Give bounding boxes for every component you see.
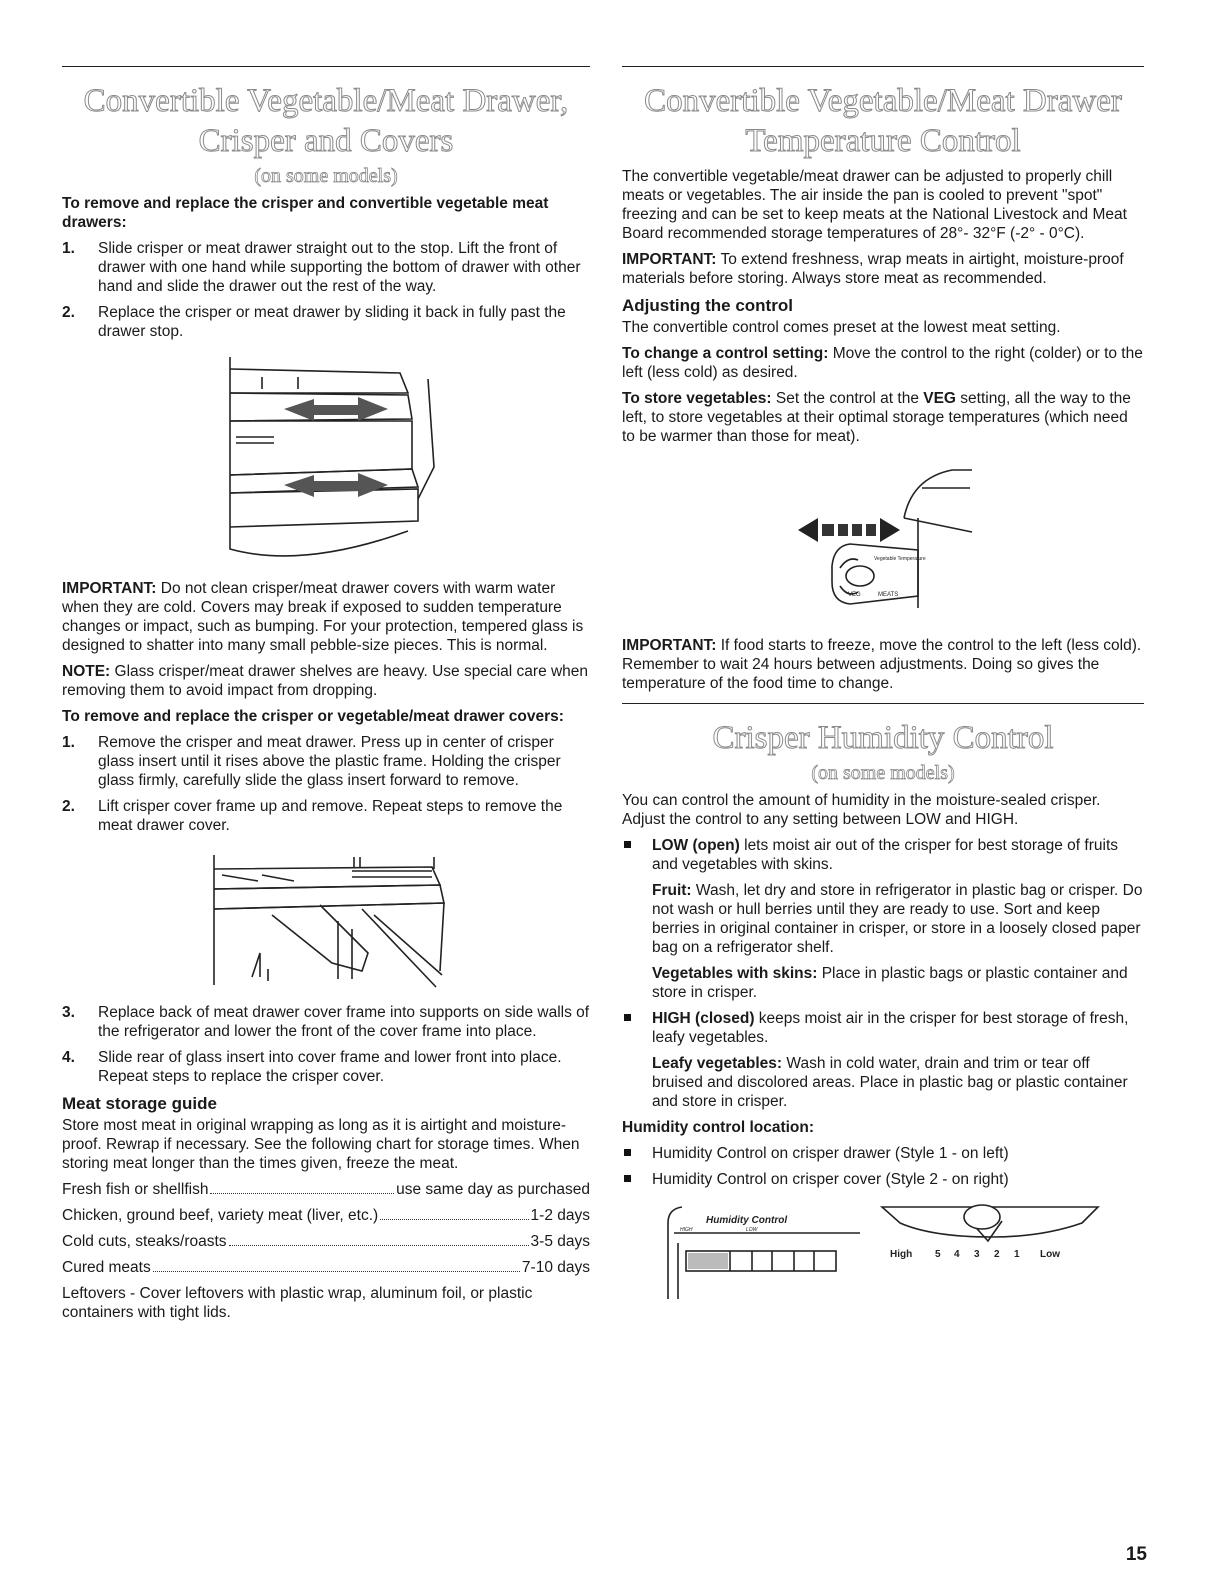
bullet-item: Humidity Control on crisper cover (Style 2 - on right) — [622, 1170, 1144, 1189]
adjusting-text: The convertible control comes preset at the lowest meat setting. — [622, 319, 1061, 336]
section-title: Convertible Vegetable/Meat Drawer Temperature Control — [644, 83, 1122, 159]
meat-storage-heading: Meat storage guide — [62, 1094, 217, 1113]
important-note-2: IMPORTANT: If food starts to freeze, move the control to the left (less cold). Remember to wait 24 hours between adjustments. Doing so gives the temperature of the food time to change. — [622, 637, 1142, 692]
glass-note: NOTE: Glass crisper/meat drawer shelves are heavy. Use special care when removing them to avoid impact from dropping. — [62, 663, 589, 699]
leafy-text: Leafy vegetables: Wash in cold water, drain and trim or tear off bruised and discolored areas. Place in plastic bag or plastic container and store in crisper. — [652, 1055, 1128, 1110]
control-top-label: Vegetable Temperature — [874, 556, 926, 562]
leftovers-text: Leftovers - Cover leftovers with plastic wrap, aluminum foil, or plastic containers with tight lids. — [62, 1285, 533, 1321]
remove-covers-heading: To remove and replace the crisper or vegetable/meat drawer covers: — [62, 708, 564, 725]
scale-label: Low — [1040, 1249, 1060, 1260]
cover-removal-illustration — [62, 845, 590, 993]
important-note: IMPORTANT: Do not clean crisper/meat drawer covers with warm water when they are cold. Covers may break if exposed to sudden temperature changes or impact, such as bumping. For your protection, tempered glass is designed to shatter into many small pebble-size pieces. This is normal. — [62, 580, 584, 654]
meat-storage-text: Store most meat in original wrapping as long as it is airtight and moisture-proof. Rewrap if necessary. See the following chart for storage times. When storing meat longer than the times given, freeze the meat. — [62, 1117, 580, 1172]
humidity-figure-low: LOW — [746, 1227, 758, 1233]
step-item: 1. Remove the crisper and meat drawer. Press up in center of crisper glass insert until it rises above the plastic frame. Holding the crisper glass firmly, carefully slide the glass insert forward to remove. — [62, 734, 561, 789]
bullet-item: Humidity Control on crisper drawer (Style 1 - on left) — [622, 1144, 1144, 1163]
storage-table — [62, 1180, 590, 1277]
left-column — [62, 66, 590, 1329]
humidity-figure-title: Humidity Control — [706, 1215, 788, 1226]
scale-label: 2 — [994, 1249, 1000, 1260]
drawer-illustration — [62, 349, 590, 571]
right-column — [622, 66, 1144, 1303]
control-meats-label: MEATS — [878, 592, 899, 598]
steps-list-1 — [62, 239, 590, 341]
bullet-item: LOW (open) lets moist air out of the crisper for best storage of fruits and vegetables with skins. — [622, 836, 1144, 874]
section-rule — [62, 66, 590, 67]
page-number: 15 — [1125, 1544, 1147, 1565]
step-item: 1. Slide crisper or meat drawer straight out to the stop. Lift the front of drawer with one hand while supporting the bottom of drawer with other hand and slide the drawer out the rest of the way. — [62, 240, 581, 295]
adjusting-heading: Adjusting the control — [622, 296, 793, 315]
step-item: 4. Slide rear of glass insert into cover frame and lower front into place. Repeat steps to replace the crisper cover. — [62, 1049, 562, 1085]
humidity-subtitle: (on some models) — [811, 762, 955, 784]
step-item: 2. Lift crisper cover frame up and remove. Repeat steps to remove the meat drawer cover. — [62, 798, 563, 834]
temperature-intro: The convertible vegetable/meat drawer can be adjusted to properly chill meats or vegetables. The air inside the pan is cooled to prevent "spot" freezing and can be set to keep meats at the National Livestock and Meat Board recommended storage temperatures of 28°- 32°F (-2° - 0°C). — [622, 168, 1127, 242]
humidity-location-heading: Humidity control location: — [622, 1119, 815, 1136]
humidity-control-illustration — [622, 1203, 1144, 1303]
arrow-left-icon — [798, 518, 818, 542]
arrow-right-icon — [880, 518, 900, 542]
scale-label: 3 — [974, 1249, 980, 1260]
fruit-text: Fruit: Wash, let dry and store in refrigerator in plastic bag or crisper. Do not wash or hull berries until they are ready to use. Sort and keep berries in original container in crisper, or store in a loosely closed paper bag on a refrigerator shelf. — [652, 882, 1143, 956]
control-veg-label: VEG — [848, 592, 861, 598]
storage-row: Chicken, ground beef, variety meat (liver, etc.) 1-2 days — [62, 1207, 590, 1224]
section-subtitle: (on some models) — [254, 165, 398, 187]
store-vegetables-text: To store vegetables: Set the control at the VEG setting, all the way to the left, to store vegetables at their optimal storage temperatures (which need to be warmer than those for meat). — [622, 390, 1131, 445]
humidity-intro: You can control the amount of humidity in the moisture-sealed crisper. Adjust the control to any setting between LOW and HIGH. — [622, 792, 1101, 828]
change-setting-text: To change a control setting: Move the control to the right (colder) or to the left (less cold) as desired. — [622, 345, 1143, 381]
remove-drawers-heading: To remove and replace the crisper and convertible vegetable meat drawers: — [62, 195, 549, 231]
temperature-control-illustration — [622, 458, 1144, 618]
section-rule — [622, 703, 1144, 704]
section-rule — [622, 66, 1144, 67]
storage-row: Cold cuts, steaks/roasts 3-5 days — [62, 1233, 590, 1250]
storage-row: Fresh fish or shellfish use same day as purchased — [62, 1181, 590, 1198]
scale-label: 5 — [935, 1249, 941, 1260]
scale-label: High — [890, 1249, 913, 1260]
scale-label: 1 — [1014, 1249, 1020, 1260]
humidity-figure-high: HIGH — [680, 1227, 693, 1233]
section-title: Convertible Vegetable/Meat Drawer, Crisper and Covers — [83, 83, 569, 159]
humidity-title: Crisper Humidity Control — [712, 720, 1054, 756]
scale-label: 4 — [954, 1249, 960, 1260]
steps-list-2 — [62, 733, 590, 835]
storage-row: Cured meats 7-10 days — [62, 1259, 590, 1276]
important-note: IMPORTANT: To extend freshness, wrap meats in airtight, moisture-proof materials before storing. Always store meat as recommended. — [622, 251, 1124, 287]
step-item: 2. Replace the crisper or meat drawer by sliding it back in fully past the drawer stop. — [62, 304, 566, 340]
steps-list-3 — [62, 1003, 590, 1086]
veg-skins-text: Vegetables with skins: Place in plastic bags or plastic container and store in crisper. — [652, 965, 1128, 1001]
bullet-item: HIGH (closed) keeps moist air in the crisper for best storage of fresh, leafy vegetables. — [622, 1009, 1144, 1047]
step-item: 3. Replace back of meat drawer cover frame into supports on side walls of the refrigerator and lower the front of the cover frame into place. — [62, 1004, 590, 1040]
